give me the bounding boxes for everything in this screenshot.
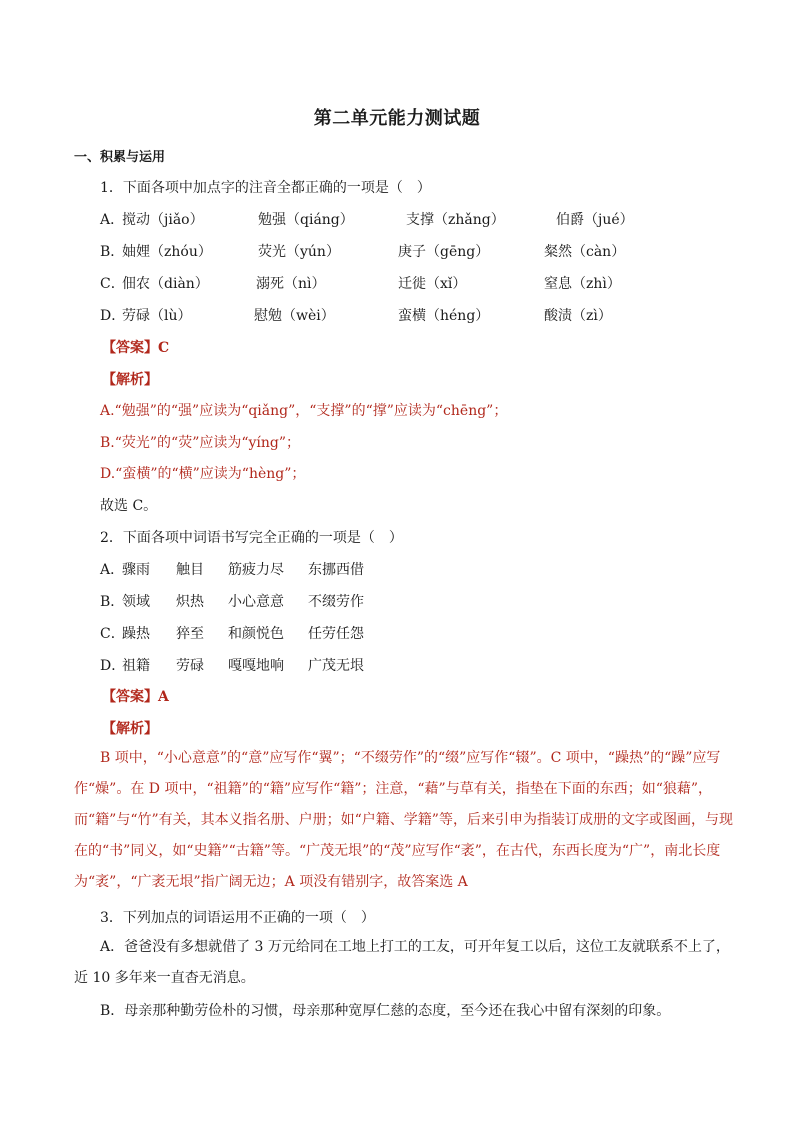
option-item: 躁热 — [122, 626, 150, 642]
option-item: 嘎嘎地响 — [228, 658, 284, 674]
option-item: 佃农（diàn） — [122, 276, 209, 292]
q2-analysis-body: B 项中，“小心意意”的“意”应写作“翼”；“不缀劳作”的“缀”应写作“辍”。C 项中，“躁热”的“躁”应写作“燥”。在 D 项中，“祖籍”的“籍”应写作“籍”；注意，“藉”与草有关，指垫在下面的东西；如“狼藉”，而“籍”与“竹”有关，其本义指名册、户册；如“户籍、学籍”等，后来引申为指装订成册的文字或图画，与现在的“书”同义，如“史籍”“古籍”等。“广茂无垠”的“茂”应写作“袤”，在古代，东西长度为“广”，南北长度为“袤”，“广袤无垠”指广阔无边；A 项没有错别字，故答案选 A — [74, 750, 733, 890]
option-letter: C． — [100, 626, 125, 642]
question-2-stem: 2．下面各项中词语书写完全正确的一项是（ ） — [100, 530, 403, 546]
q2-analysis-label: 【解析】 — [102, 721, 158, 737]
page-title: 第二单元能力测试题 — [313, 108, 481, 129]
q3-option-b — [74, 996, 734, 1027]
option-item: 广茂无垠 — [308, 658, 364, 674]
option-item: 骤雨 — [122, 562, 150, 578]
option-item: 筋疲力尽 — [228, 562, 284, 578]
option-letter: D． — [100, 308, 126, 324]
option-item: 勉强（qiáng） — [258, 212, 354, 228]
q1-conclusion: 故选 C。 — [100, 498, 158, 514]
q1-analysis-label: 【解析】 — [102, 372, 158, 388]
option-item: 妯娌（zhóu） — [122, 244, 212, 260]
option-item: 祖籍 — [122, 658, 150, 674]
q1-analysis-line: B.“荧光”的“荧”应读为“yíng”； — [100, 435, 301, 451]
option-item: 荧光（yún） — [258, 244, 340, 260]
q2-answer: 【答案】A — [102, 689, 169, 705]
option-letter: C． — [100, 276, 125, 292]
q3-option-a — [74, 932, 734, 994]
section-heading: 一、积累与运用 — [74, 150, 166, 165]
option-item: 蛮横（héng） — [398, 308, 490, 324]
option-item: 迁徙（xǐ） — [398, 276, 467, 292]
option-item: 粲然（càn） — [544, 244, 626, 260]
q1-analysis-line: D.“蛮横”的“横”应读为“hèng”； — [100, 466, 306, 482]
option-item: 酸渍（zì） — [544, 308, 612, 324]
question-1-stem: 1．下面各项中加点字的注音全都正确的一项是（ ） — [100, 180, 431, 196]
q3-option-b-text: B．母亲那种勤劳俭朴的习惯，母亲那种宽厚仁慈的态度，至今还在我心中留有深刻的印象。 — [100, 1003, 671, 1019]
option-item: 炽热 — [176, 594, 204, 610]
question-3-stem: 3．下列加点的词语运用不正确的一项（ ） — [100, 910, 375, 926]
option-item: 慰勉（wèi） — [254, 308, 335, 324]
option-letter: A． — [100, 562, 125, 578]
option-item: 任劳任怨 — [308, 626, 364, 642]
option-letter: D． — [100, 658, 126, 674]
option-item: 领域 — [122, 594, 150, 610]
option-item: 和颜悦色 — [228, 626, 284, 642]
q3-option-a-text: A．爸爸没有多想就借了 3 万元给同在工地上打工的工友，可开年复工以后，这位工友就联系不上了，近 10 多年来一直杳无消息。 — [74, 939, 730, 986]
q1-answer: 【答案】C — [102, 340, 170, 356]
option-item: 劳碌（lù） — [122, 308, 192, 324]
option-item: 小心意意 — [228, 594, 284, 610]
option-item: 猝至 — [176, 626, 204, 642]
option-item: 支撑（zhǎng） — [406, 212, 505, 228]
option-item: 劳碌 — [176, 658, 204, 674]
option-item: 窒息（zhì） — [544, 276, 621, 292]
option-item: 伯爵（jué） — [556, 212, 634, 228]
option-item: 庚子（gēng） — [398, 244, 490, 260]
option-item: 东挪西借 — [308, 562, 364, 578]
option-letter: B． — [100, 594, 125, 610]
option-letter: A． — [100, 212, 125, 228]
q2-analysis-text — [74, 743, 734, 898]
option-item: 不缀劳作 — [308, 594, 364, 610]
q1-analysis-line: A.“勉强”的“强”应读为“qiǎng”，“支撑”的“撑”应读为“chēng”； — [100, 403, 508, 419]
option-item: 溺死（nì） — [256, 276, 326, 292]
option-item: 触目 — [176, 562, 204, 578]
option-item: 搅动（jiǎo） — [122, 212, 204, 228]
option-letter: B． — [100, 244, 125, 260]
